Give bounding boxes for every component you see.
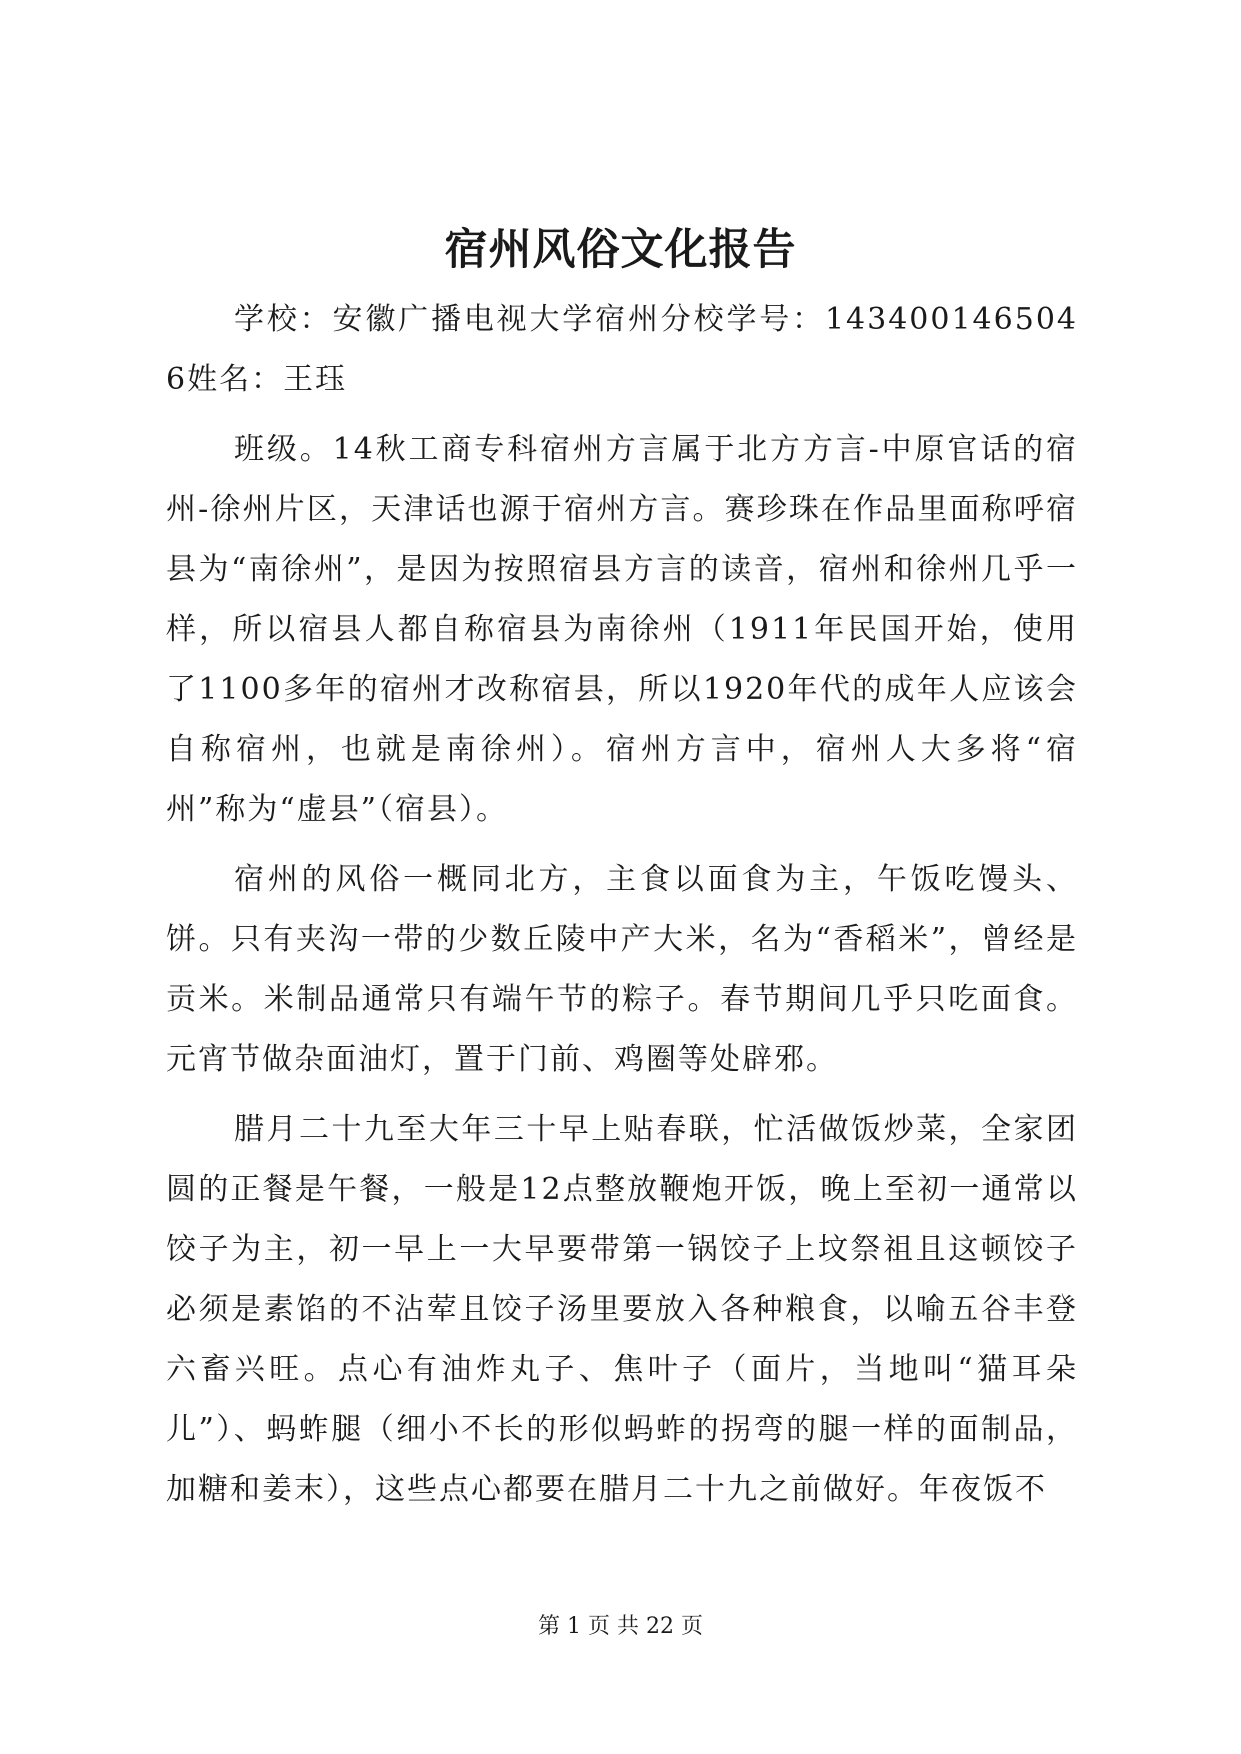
- paragraph-school-info: 学校：安徽广播电视大学宿州分校学号：1434001465046姓名：王珏: [166, 302, 1078, 397]
- page-number: 第 1 页 共 22 页: [538, 1614, 703, 1639]
- paragraph-dialect: 班级。14秋工商专科宿州方言属于北方方言-中原官话的宿州-徐州片区，天津话也源于宿州方言。赛珍珠在作品里面称呼宿县为“南徐州”，是因为按照宿县方言的读音，宿州和徐州几乎一样，所以宿县人都自称宿县为南徐州（1911年民国开始，使用了1100多年的宿州才改称宿县，所以1920年代的成年人应该会自称宿州，也就是南徐州）。宿州方言中，宿州人大多将“宿州”称为“虚县”（宿县）。: [166, 432, 1078, 827]
- page-footer: [0, 1612, 1241, 1642]
- document-title: 宿州风俗文化报告: [444, 225, 797, 275]
- paragraph-food-customs: 宿州的风俗一概同北方，主食以面食为主，午饭吃馒头、饼。只有夹沟一带的少数丘陵中产大米，名为“香稻米”，曾经是贡米。米制品通常只有端午节的粽子。春节期间几乎只吃面食。元宵节做杂面油灯，置于门前、鸡圈等处辟邪。: [166, 862, 1078, 1077]
- paragraph-new-year: 腊月二十九至大年三十早上贴春联，忙活做饭炒菜，全家团圆的正餐是午餐，一般是12点整放鞭炮开饭，晚上至初一通常以饺子为主，初一早上一大早要带第一锅饺子上坟祭祖且这顿饺子必须是素馅的不沾荤且饺子汤里要放入各种粮食，以喻五谷丰登六畜兴旺。点心有油炸丸子、焦叶子（面片，当地叫“猫耳朵儿”）、蚂蚱腿（细小不长的形似蚂蚱的拐弯的腿一样的面制品，加糖和姜末），这些点心都要在腊月二十九之前做好。年夜饭不: [166, 1112, 1078, 1507]
- document-body: [166, 290, 1078, 1520]
